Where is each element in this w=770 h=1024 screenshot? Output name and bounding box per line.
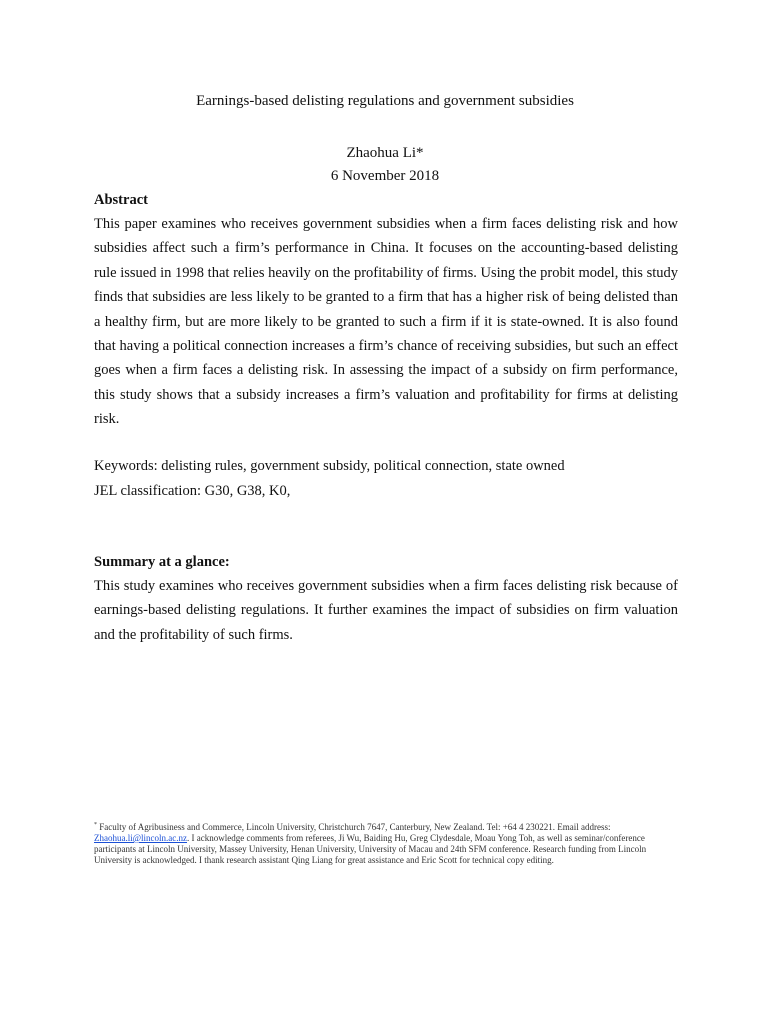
footnote-text-start: Faculty of Agribusiness and Commerce, Lincoln University, Christchurch 7647, Canterbury, New Zealand. Tel: +64 4 230221. Email address: — [97, 822, 611, 832]
paper-date: 6 November 2018 — [330, 168, 440, 184]
summary-heading: Summary at a glance: — [94, 554, 230, 570]
author-name: Zhaohua Li* — [346, 145, 424, 161]
footnote-mark: * — [94, 822, 97, 828]
author-footnote — [94, 820, 678, 866]
email-link[interactable]: Zhaohua.li@lincoln.ac.nz — [94, 833, 188, 843]
footnote-text-end: . I acknowledge comments from referees, Ji Wu, Baiding Hu, Greg Clydesdale, Moau Yong Toh, as well as seminar/conference participants at Lincoln University, Massey University, Henan University, University of Macau and 24th SFM conference. Research funding from Lincoln University is acknowledged. I thank research assistant Qing Liang for great assistance and Eric Scott for technical copy editing. — [94, 833, 647, 865]
abstract-text: This paper examines who receives government subsidies when a firm faces delisting risk and how subsidies affect such a firm’s performance in China. It focuses on the accounting-based delisting rule issued in 1998 that relies heavily on the profitability of firms. Using the probit model, this study finds that subsidies are less likely to be granted to a firm that has a higher risk of being delisted than a healthy firm, but are more likely to be granted to such a firm if it is state-owned. It is also found that having a political connection increases a firm’s chance of receiving subsidies, but such an effect goes when a firm faces a delisting risk. In assessing the impact of a subsidy on firm performance, this study shows that a subsidy increases a firm’s valuation and profitability for firms at delisting risk. — [94, 216, 678, 428]
summary-text: This study examines who receives government subsidies when a firm faces delisting risk because of earnings-based delisting regulations. It further examines the impact of subsidies on firm valuation and the profitability of such firms. — [94, 578, 678, 643]
paper-title: Earnings-based delisting regulations and government subsidies — [196, 93, 574, 109]
abstract-heading: Abstract — [94, 192, 148, 208]
jel-classification: JEL classification: G30, G38, K0, — [94, 483, 291, 499]
keywords-line: Keywords: delisting rules, government subsidy, political connection, state owned — [94, 458, 565, 474]
